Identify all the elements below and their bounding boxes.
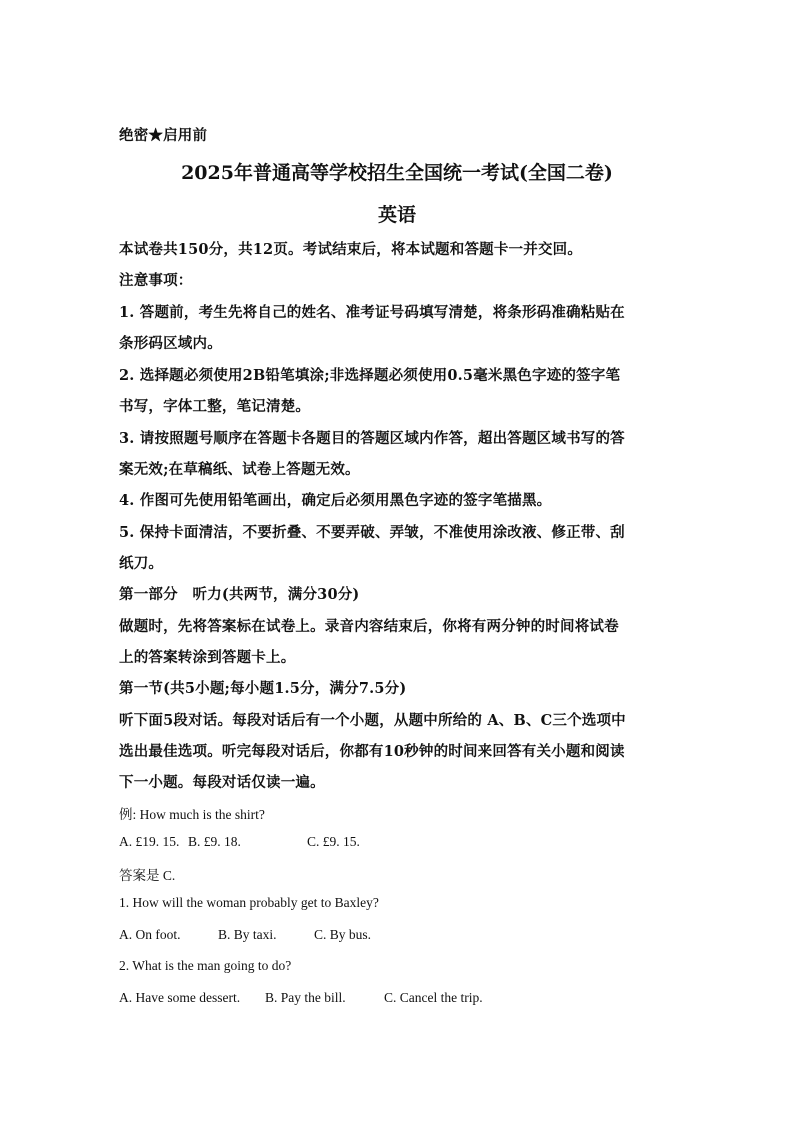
- notice-item-3-line1: 3. 请按照题号顺序在答题卡各题目的答题区域内作答，超出答题区域书写的答: [119, 430, 625, 447]
- subject-title: 英语: [377, 204, 416, 226]
- example-question: 例: How much is the shirt?: [119, 807, 265, 822]
- notice-item-1-line1: 1. 答题前，考生先将自己的姓名、准考证号码填写清楚，将条形码准确粘贴在: [119, 304, 625, 321]
- question-2-option-c: C. Cancel the trip.: [384, 990, 483, 1005]
- notice-item-3-line2: 案无效;在草稿纸、试卷上答题无效。: [119, 461, 360, 478]
- secret-label: 绝密★启用前: [119, 127, 208, 144]
- example-answer: 答案是 C.: [119, 868, 176, 883]
- example-option-c: C. £9. 15.: [307, 834, 360, 849]
- notice-heading: 注意事项：: [119, 272, 193, 289]
- notice-item-5-line1: 5. 保持卡面清洁，不要折叠、不要弄破、弄皱，不准使用涂改液、修正带、刮: [119, 524, 625, 541]
- question-1-options: [119, 927, 679, 943]
- section1-desc-line2: 选出最佳选项。听完每段对话后，你都有10秒钟的时间来回答有关小题和阅读: [119, 743, 625, 760]
- example-option-b: B. £9. 18.: [188, 834, 241, 849]
- notice-item-1-line2: 条形码区域内。: [119, 335, 222, 352]
- notice-item-5-line2: 纸刀。: [119, 555, 164, 572]
- intro-text: 本试卷共150分，共12页。考试结束后，将本试题和答题卡一并交回。: [119, 241, 583, 258]
- example-options: [119, 834, 679, 850]
- notice-item-4-line1: 4. 作图可先使用铅笔画出，确定后必须用黑色字迹的签字笔描黑。: [119, 492, 552, 509]
- example-option-a: A. £19. 15.: [119, 834, 180, 849]
- notice-item-2-line1: 2. 选择题必须使用2B铅笔填涂;非选择题必须使用0.5毫米黑色字迹的签字笔: [119, 367, 621, 384]
- part1-heading: 第一部分 听力(共两节，满分30分): [119, 586, 360, 603]
- question-1-option-c: C. By bus.: [314, 927, 372, 942]
- section1-desc-line3: 下一小题。每段对话仅读一遍。: [119, 774, 325, 791]
- part1-desc-line1: 做题时，先将答案标在试卷上。录音内容结束后，你将有两分钟的时间将试卷: [119, 618, 619, 635]
- question-2-option-a: A. Have some dessert.: [119, 990, 241, 1005]
- question-2-option-b: B. Pay the bill.: [265, 990, 346, 1005]
- question-1: 1. How will the woman probably get to Baxley?: [119, 895, 379, 910]
- notice-item-2-line2: 书写，字体工整，笔记清楚。: [119, 398, 311, 415]
- question-2: 2. What is the man going to do?: [119, 958, 292, 973]
- question-2-options: [119, 990, 679, 1006]
- part1-desc-line2: 上的答案转涂到答题卡上。: [119, 649, 296, 666]
- section1-heading: 第一节(共5小题;每小题1.5分，满分7.5分): [119, 680, 407, 697]
- question-1-option-a: A. On foot.: [119, 927, 181, 942]
- question-1-option-b: B. By taxi.: [218, 927, 277, 942]
- section1-desc-line1: 听下面5段对话。每段对话后有一个小题，从题中所给的 A、B、C三个选项中: [119, 712, 626, 729]
- exam-title: 2025年普通高等学校招生全国统一考试(全国二卷): [181, 162, 613, 184]
